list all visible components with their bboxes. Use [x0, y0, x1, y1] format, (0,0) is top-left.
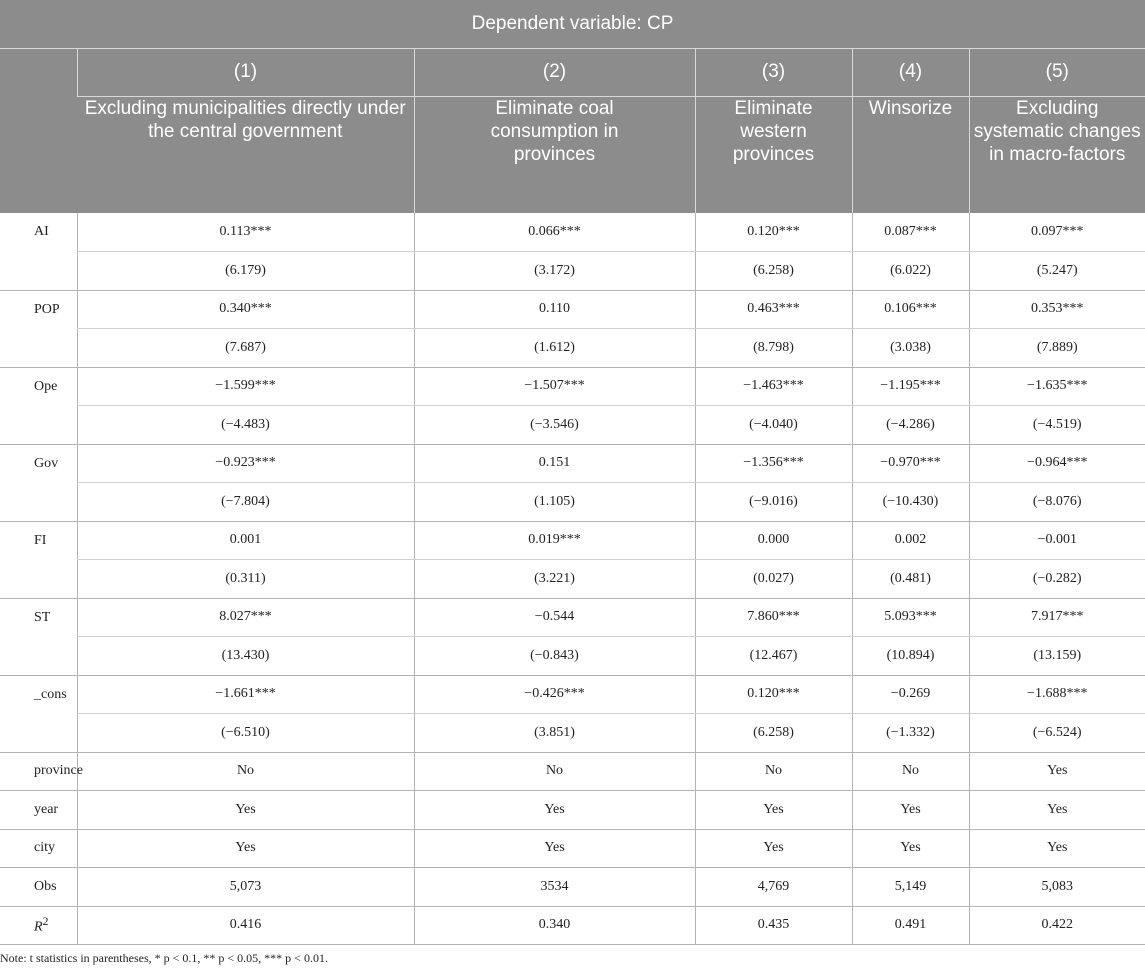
coef-cell: −0.269 — [852, 675, 969, 714]
row-label: Obs — [0, 868, 77, 907]
control-cell: No — [852, 752, 969, 791]
tstat-cell: (3.172) — [414, 252, 695, 291]
control-cell: Yes — [969, 829, 1145, 868]
table-row — [0, 213, 1145, 252]
coef-cell: 0.151 — [414, 444, 695, 483]
coef-cell: 8.027*** — [77, 598, 414, 637]
table-row — [0, 598, 1145, 637]
tstat-cell: (0.311) — [77, 560, 414, 599]
coef-cell: 0.087*** — [852, 213, 969, 252]
table-row — [0, 367, 1145, 406]
control-cell: Yes — [77, 791, 414, 830]
column-number-1: (1) — [77, 48, 414, 96]
coef-cell: −1.356*** — [695, 444, 852, 483]
tstat-cell: (8.798) — [695, 329, 852, 368]
control-cell: 0.435 — [695, 906, 852, 945]
control-cell: 0.422 — [969, 906, 1145, 945]
table-row — [0, 252, 1145, 291]
coef-cell: 0.340*** — [77, 290, 414, 329]
column-number-5: (5) — [969, 48, 1145, 96]
control-cell: 5,149 — [852, 868, 969, 907]
control-cell: Yes — [414, 791, 695, 830]
control-cell: Yes — [969, 752, 1145, 791]
tstat-cell: (5.247) — [969, 252, 1145, 291]
control-cell: Yes — [414, 829, 695, 868]
r-squared-label — [0, 906, 77, 945]
row-label: AI — [0, 213, 77, 290]
tstat-cell: (6.022) — [852, 252, 969, 291]
coef-cell: 0.000 — [695, 521, 852, 560]
coef-cell: 0.110 — [414, 290, 695, 329]
column-description-4: Winsorize — [852, 96, 969, 213]
column-description-3: Eliminate western provinces — [695, 96, 852, 213]
coef-cell: 0.019*** — [414, 521, 695, 560]
coef-cell: −1.463*** — [695, 367, 852, 406]
r-squared-exponent: 2 — [42, 914, 49, 928]
coef-cell: 0.120*** — [695, 213, 852, 252]
table-row — [0, 329, 1145, 368]
coef-cell: 0.463*** — [695, 290, 852, 329]
tstat-cell: (−0.282) — [969, 560, 1145, 599]
tstat-cell: (1.105) — [414, 483, 695, 522]
tstat-cell: (6.258) — [695, 714, 852, 753]
column-number-4: (4) — [852, 48, 969, 96]
row-label: POP — [0, 290, 77, 367]
control-cell: No — [695, 752, 852, 791]
header-corner-cell — [0, 48, 77, 213]
r-squared-symbol: R — [34, 919, 43, 935]
tstat-cell: (6.258) — [695, 252, 852, 291]
tstat-cell: (−9.016) — [695, 483, 852, 522]
coef-cell: 0.097*** — [969, 213, 1145, 252]
coef-cell: −0.426*** — [414, 675, 695, 714]
tstat-cell: (−7.804) — [77, 483, 414, 522]
column-description-2: Eliminate coal consumption in provinces — [414, 96, 695, 213]
coef-cell: −1.635*** — [969, 367, 1145, 406]
coef-cell: 0.001 — [77, 521, 414, 560]
column-number-2: (2) — [414, 48, 695, 96]
coef-cell: −0.964*** — [969, 444, 1145, 483]
table-row — [0, 483, 1145, 522]
row-label: Gov — [0, 444, 77, 521]
table-row — [0, 675, 1145, 714]
coef-cell: −0.001 — [969, 521, 1145, 560]
control-cell: Yes — [852, 791, 969, 830]
control-cell: 5,083 — [969, 868, 1145, 907]
coef-cell: 5.093*** — [852, 598, 969, 637]
tstat-cell: (−8.076) — [969, 483, 1145, 522]
table-body — [0, 213, 1145, 945]
table-row — [0, 290, 1145, 329]
tstat-cell: (−4.483) — [77, 406, 414, 445]
tstat-cell: (−4.286) — [852, 406, 969, 445]
tstat-cell: (3.221) — [414, 560, 695, 599]
column-number-3: (3) — [695, 48, 852, 96]
coef-cell: −1.507*** — [414, 367, 695, 406]
coef-cell: 0.353*** — [969, 290, 1145, 329]
tstat-cell: (7.889) — [969, 329, 1145, 368]
tstat-cell: (−4.040) — [695, 406, 852, 445]
tstat-cell: (0.481) — [852, 560, 969, 599]
table-row — [0, 714, 1145, 753]
control-cell: 0.491 — [852, 906, 969, 945]
control-cell: Yes — [695, 791, 852, 830]
row-label: Ope — [0, 367, 77, 444]
table-row — [0, 521, 1145, 560]
control-cell: Yes — [969, 791, 1145, 830]
tstat-cell: (−10.430) — [852, 483, 969, 522]
table-row — [0, 752, 1145, 791]
table-row — [0, 637, 1145, 676]
tstat-cell: (10.894) — [852, 637, 969, 676]
tstat-cell: (−6.524) — [969, 714, 1145, 753]
row-label: year — [0, 791, 77, 830]
tstat-cell: (−4.519) — [969, 406, 1145, 445]
table-note: Note: t statistics in parentheses, * p < 0.1, ** p < 0.05, *** p < 0.01. — [0, 951, 328, 965]
coef-cell: −0.544 — [414, 598, 695, 637]
tstat-cell: (0.027) — [695, 560, 852, 599]
coef-cell: 0.113*** — [77, 213, 414, 252]
tstat-cell: (−0.843) — [414, 637, 695, 676]
tstat-cell: (3.851) — [414, 714, 695, 753]
table-row — [0, 868, 1145, 907]
tstat-cell: (13.430) — [77, 637, 414, 676]
coef-cell: 7.860*** — [695, 598, 852, 637]
control-cell: 5,073 — [77, 868, 414, 907]
tstat-cell: (−1.332) — [852, 714, 969, 753]
tstat-cell: (13.159) — [969, 637, 1145, 676]
tstat-cell: (3.038) — [852, 329, 969, 368]
column-description-1: Excluding municipalities directly under the central government — [77, 96, 414, 213]
table-row — [0, 791, 1145, 830]
tstat-cell: (6.179) — [77, 252, 414, 291]
table-row — [0, 829, 1145, 868]
control-cell: 0.340 — [414, 906, 695, 945]
control-cell: 0.416 — [77, 906, 414, 945]
coef-cell: 0.106*** — [852, 290, 969, 329]
coef-cell: 0.120*** — [695, 675, 852, 714]
table-row — [0, 906, 1145, 945]
row-label: province — [0, 752, 77, 791]
row-label: ST — [0, 598, 77, 675]
coef-cell: −1.661*** — [77, 675, 414, 714]
dependent-variable-title: Dependent variable: CP — [0, 0, 1145, 48]
tstat-cell: (−6.510) — [77, 714, 414, 753]
control-cell: 4,769 — [695, 868, 852, 907]
table-row — [0, 560, 1145, 599]
row-label: _cons — [0, 675, 77, 752]
coef-cell: −0.970*** — [852, 444, 969, 483]
control-cell: 3534 — [414, 868, 695, 907]
coef-cell: −0.923*** — [77, 444, 414, 483]
control-cell: Yes — [695, 829, 852, 868]
row-label: FI — [0, 521, 77, 598]
control-cell: Yes — [77, 829, 414, 868]
tstat-cell: (12.467) — [695, 637, 852, 676]
coef-cell: 0.066*** — [414, 213, 695, 252]
control-cell: No — [77, 752, 414, 791]
column-description-5: Excluding systematic changes in macro-factors — [969, 96, 1145, 213]
table-row — [0, 406, 1145, 445]
coef-cell: −1.688*** — [969, 675, 1145, 714]
coef-cell: −1.599*** — [77, 367, 414, 406]
tstat-cell: (−3.546) — [414, 406, 695, 445]
row-label: city — [0, 829, 77, 868]
control-cell: Yes — [852, 829, 969, 868]
coef-cell: 7.917*** — [969, 598, 1145, 637]
coef-cell: 0.002 — [852, 521, 969, 560]
tstat-cell: (1.612) — [414, 329, 695, 368]
table-row — [0, 444, 1145, 483]
coef-cell: −1.195*** — [852, 367, 969, 406]
tstat-cell: (7.687) — [77, 329, 414, 368]
control-cell: No — [414, 752, 695, 791]
